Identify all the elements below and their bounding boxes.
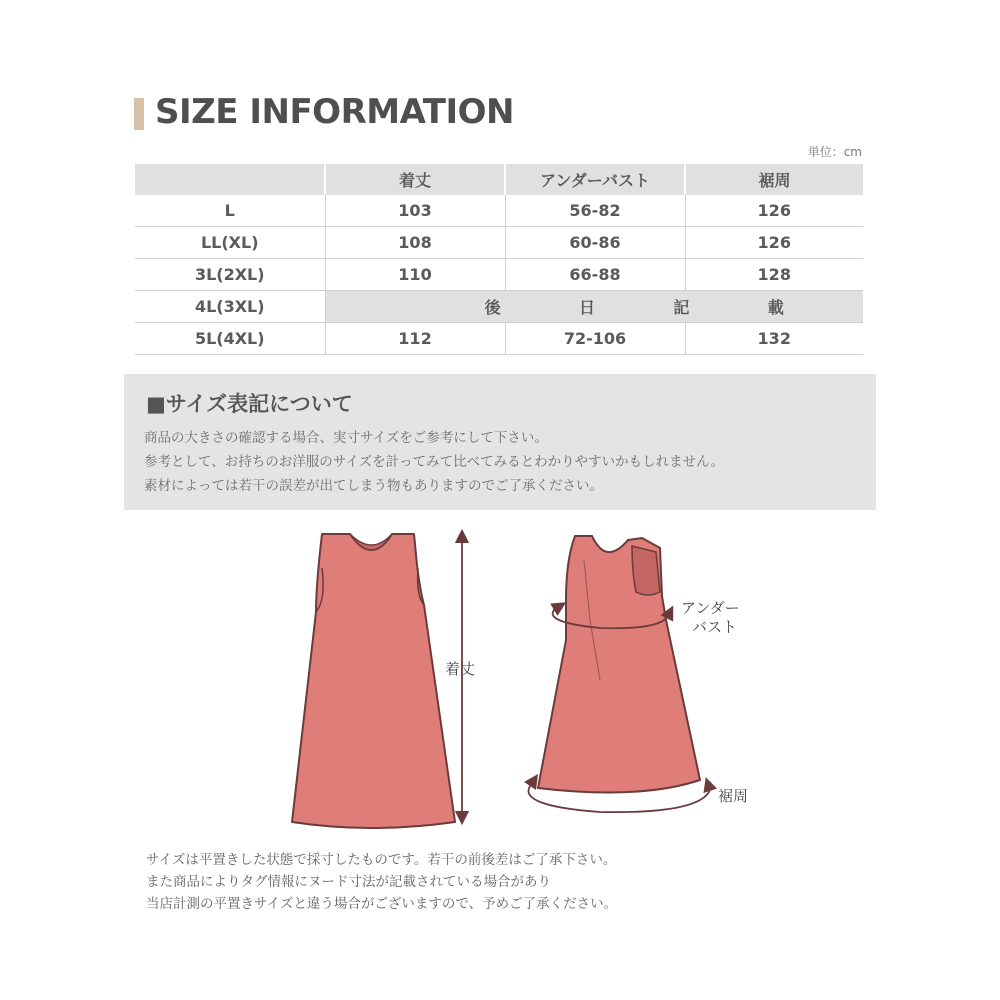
- table-header-row: [135, 164, 863, 195]
- cell-size: 5L(4XL): [135, 323, 325, 355]
- cell-length: 108: [325, 227, 505, 259]
- underbust-label: バスト: [692, 618, 738, 636]
- unit-label: 単位：cm: [807, 145, 862, 159]
- size-notation-box: [124, 374, 876, 510]
- size-notation-line: 参考として、お持ちのお洋服のサイズを計ってみて比べてみるとわかりやすいかもしれません。: [144, 454, 724, 470]
- hem-label: 裾周: [718, 787, 749, 805]
- side-dress-drawing: [538, 536, 700, 793]
- cell-underbust: 66-88: [505, 259, 685, 291]
- cell-underbust: 72-106: [505, 323, 685, 355]
- pending-char: 載: [767, 298, 784, 317]
- pending-char: 記: [673, 298, 690, 317]
- measurement-note-line: 当店計測の平置きサイズと違う場合がございますので、予めご了承ください。: [146, 896, 618, 912]
- cell-size: LL(XL): [135, 227, 325, 259]
- table-row: [135, 195, 863, 227]
- table-row: [135, 323, 863, 355]
- cell-hem: 132: [685, 323, 863, 355]
- length-label: 着丈: [445, 660, 476, 678]
- table-row: [135, 259, 863, 291]
- pending-char: 後: [484, 298, 501, 317]
- size-table: [135, 164, 863, 355]
- measurement-note-line: また商品によりタグ情報にヌード寸法が記載されている場合があり: [146, 874, 551, 890]
- cell-size: 3L(2XL): [135, 259, 325, 291]
- cell-pending-notice: [325, 291, 863, 323]
- header-underbust: アンダーバスト: [505, 164, 685, 195]
- header-length: 着丈: [325, 164, 505, 195]
- cell-underbust: 60-86: [505, 227, 685, 259]
- cell-hem: 126: [685, 195, 863, 227]
- table-row: [135, 291, 863, 323]
- cell-length: 110: [325, 259, 505, 291]
- size-notation-line: 素材によっては若干の誤差が出てしまう物もありますのでご了承ください。: [144, 478, 603, 494]
- title-accent-bar: [134, 98, 144, 130]
- front-dress-drawing: [292, 534, 455, 828]
- table-row: [135, 227, 863, 259]
- pending-char: 日: [579, 298, 596, 317]
- header-size: [135, 164, 325, 195]
- cell-underbust: 56-82: [505, 195, 685, 227]
- size-notation-line: 商品の大きさの確認する場合、実寸サイズをご参考にして下さい。: [144, 430, 548, 446]
- underbust-label: アンダー: [681, 599, 740, 617]
- cell-hem: 126: [685, 227, 863, 259]
- measurement-note-line: サイズは平置きした状態で採寸したものです。若干の前後差はご了承下さい。: [146, 852, 617, 868]
- page-title: SIZE INFORMATION: [155, 92, 514, 132]
- size-notation-title: ■サイズ表記について: [146, 392, 353, 416]
- cell-size: L: [135, 195, 325, 227]
- cell-hem: 128: [685, 259, 863, 291]
- cell-length: 103: [325, 195, 505, 227]
- header-hem: 裾周: [685, 164, 863, 195]
- cell-size: 4L(3XL): [135, 291, 325, 323]
- cell-length: 112: [325, 323, 505, 355]
